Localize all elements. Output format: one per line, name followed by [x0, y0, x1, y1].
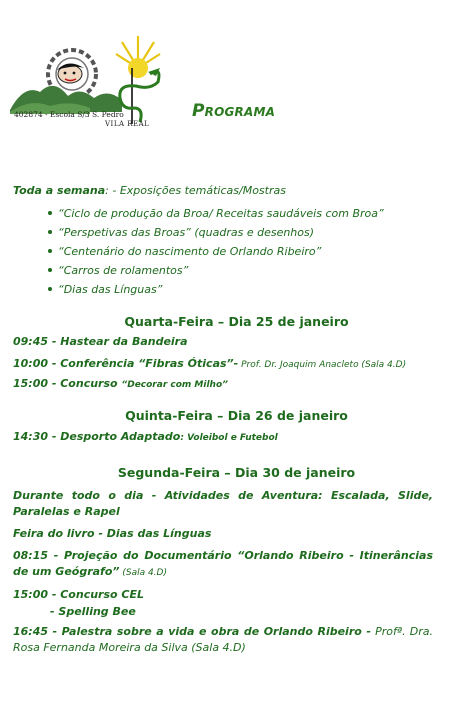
list-item-text: “Carros de rolamentos” — [58, 264, 189, 277]
monday-event-5: - Spelling Bee — [50, 605, 136, 618]
exhibitions-list — [48, 204, 384, 299]
monday-event-4: 15:00 - Concurso CEL — [13, 588, 145, 601]
event-detail: (Sala 4.D) — [119, 568, 167, 578]
monday-event-1: Durante todo o dia - Atividades de Aventura: Escalada, Slide, Paralelas e Rapel — [13, 489, 433, 518]
event-main: 14:30 - Desporto Adaptado — [13, 430, 181, 443]
event-main: 16:45 - Palestra sobre a vida e obra de Orlando Ribeiro - — [13, 625, 371, 638]
event-detail: Profª. Dra. Rosa Fernanda Moreira da Silva (Sala 4.D) — [13, 625, 434, 654]
wednesday-event-3 — [13, 377, 228, 392]
bullet-icon — [48, 287, 52, 291]
list-item-text: “Perspetivas das Broas” (quadras e desenhos) — [58, 226, 315, 239]
event-detail: Prof. Dr. Joaquim Anacleto (Sala 4.D) — [238, 360, 407, 370]
wednesday-event-1: 09:45 - Hastear da Bandeira — [13, 335, 188, 348]
wednesday-heading: Quarta-Feira – Dia 25 de janeiro — [124, 314, 349, 329]
week-line — [13, 184, 286, 198]
monday-event-6 — [13, 624, 433, 656]
event-detail: “Decorar com Milho” — [121, 380, 228, 390]
event-detail: : Voleibol e Futebol — [180, 433, 278, 443]
monday-heading: Segunda-Feira – Dia 30 de janeiro — [117, 465, 356, 480]
thursday-event-1 — [13, 430, 278, 445]
list-item-text: “Ciclo de produção da Broa/ Receitas saudáveis com Broa” — [58, 207, 384, 220]
event-main: 15:00 - Concurso — [13, 377, 122, 390]
wednesday-event-2 — [13, 357, 406, 372]
bullet-icon — [48, 230, 52, 234]
bullet-icon — [48, 268, 52, 272]
monday-event-3 — [13, 548, 433, 581]
thursday-heading: Quinta-Feira – Dia 26 de janeiro — [125, 408, 348, 423]
week-label: Toda a semana — [13, 184, 106, 197]
town-name: VILA REAL — [105, 120, 150, 128]
list-item — [48, 280, 384, 299]
list-item-text: “Centenário do nascimento de Orlando Ribeiro” — [58, 245, 322, 258]
list-item — [48, 261, 384, 280]
bullet-icon — [48, 249, 52, 253]
event-main: 10:00 - Conferência “Fibras Óticas”- — [13, 357, 239, 370]
page-title: Programa — [192, 101, 276, 121]
event-main: 08:15 - Projeção do Documentário “Orlando Ribeiro - Itinerâncias de um Geógrafo” — [13, 549, 433, 578]
sun-icon — [128, 58, 148, 78]
bullet-icon — [48, 211, 52, 215]
week-text: : - Exposições temáticas/Mostras — [105, 184, 286, 197]
school-name: 402874 - Escola S/3 S. Pedro — [14, 110, 124, 119]
list-item-text: “Dias das Línguas” — [58, 283, 163, 296]
list-item — [48, 223, 384, 242]
monday-event-2: Feira do livro - Dias das Línguas — [13, 527, 212, 540]
list-item — [48, 204, 384, 223]
list-item — [48, 242, 384, 261]
